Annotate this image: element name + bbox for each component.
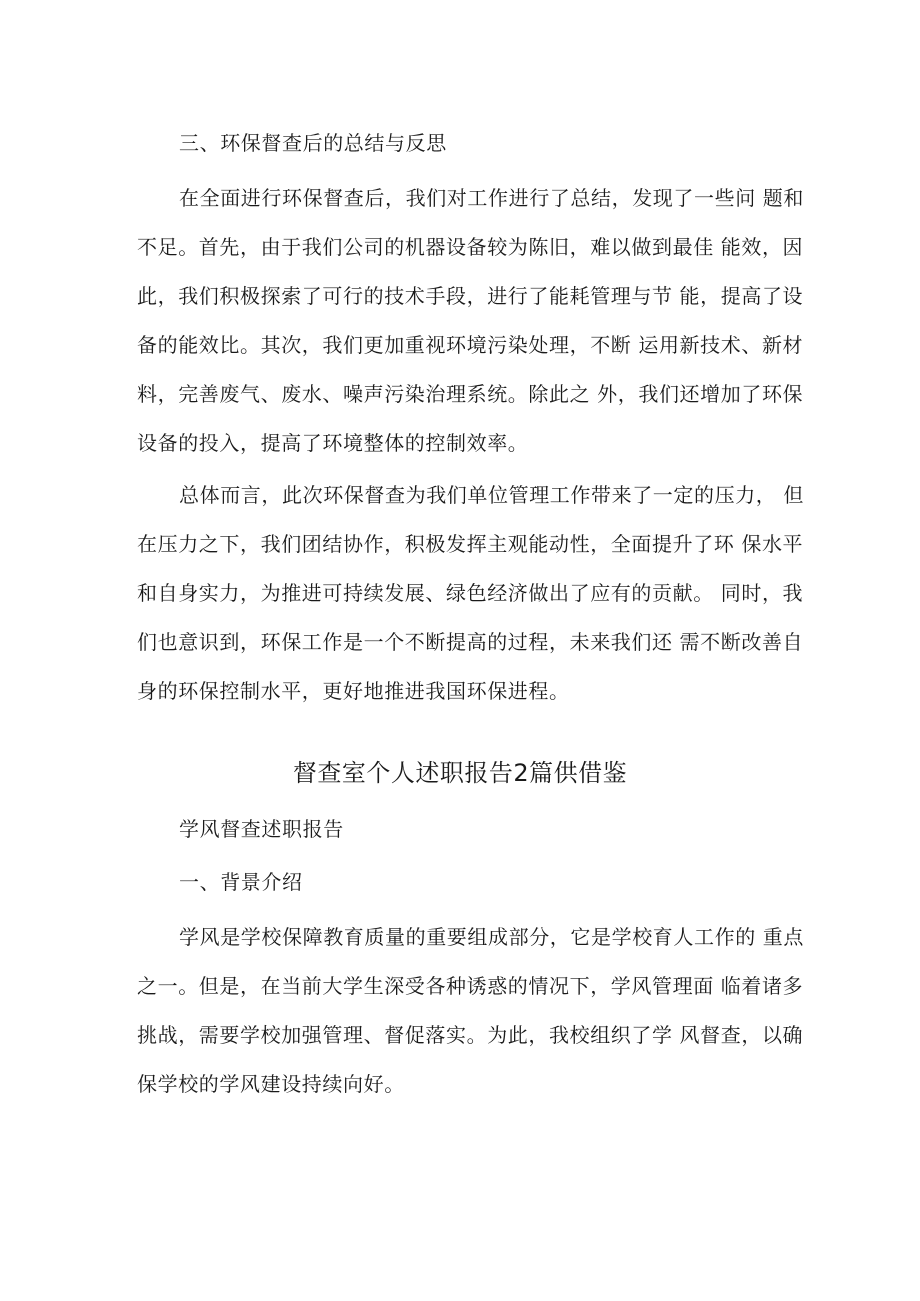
- paragraph-line: 在全面进行环保督查后，我们对工作进行了总结，发现了一些问 题和: [179, 186, 804, 210]
- paragraph-line: 和自身实力，为推进可持续发展、绿色经济做出了应有的贡献。 同时，我: [137, 581, 804, 605]
- paragraph-line: 设备的投入，提高了环境整体的控制效率。: [137, 431, 529, 455]
- paragraph-line: 们也意识到，环保工作是一个不断提高的过程，未来我们还 需不断改善自: [137, 630, 804, 654]
- paragraph-line: 料，完善废气、废水、噪声污染治理系统。除此之 外，我们还增加了环保: [137, 382, 804, 406]
- report-subtitle: 学风督查述职报告: [179, 817, 344, 841]
- paragraph-line: 之一。但是，在当前大学生深受各种诱惑的情况下，学风管理面 临着诸多: [137, 974, 804, 998]
- section-heading-summary: 三、环保督查后的总结与反思: [179, 131, 447, 155]
- paragraph-line: 总体而言，此次环保督查为我们单位管理工作带来了一定的压力， 但: [179, 483, 804, 507]
- paragraph-line: 学风是学校保障教育质量的重要组成部分，它是学校育人工作的 重点: [179, 925, 804, 949]
- paragraph-line: 不足。首先，由于我们公司的机器设备较为陈旧，难以做到最佳 能效，因: [137, 235, 804, 259]
- section-heading-background: 一、背景介绍: [179, 870, 303, 894]
- paragraph-line: 身的环保控制水平，更好地推进我国环保进程。: [137, 679, 570, 703]
- paragraph-line: 保学校的学风建设持续向好。: [137, 1072, 405, 1096]
- paragraph-line: 挑战，需要学校加强管理、督促落实。为此，我校组织了学 风督查，以确: [137, 1023, 804, 1047]
- paragraph-line: 备的能效比。其次，我们更加重视环境污染处理，不断 运用新技术、新材: [137, 333, 804, 357]
- paragraph-line: 在压力之下，我们团结协作，积极发挥主观能动性，全面提升了环 保水平: [137, 532, 804, 556]
- paragraph-line: 此，我们积极探索了可行的技术手段，进行了能耗管理与节 能，提高了设: [137, 284, 804, 308]
- document-title: 督查室个人述职报告2篇供借鉴: [292, 759, 628, 787]
